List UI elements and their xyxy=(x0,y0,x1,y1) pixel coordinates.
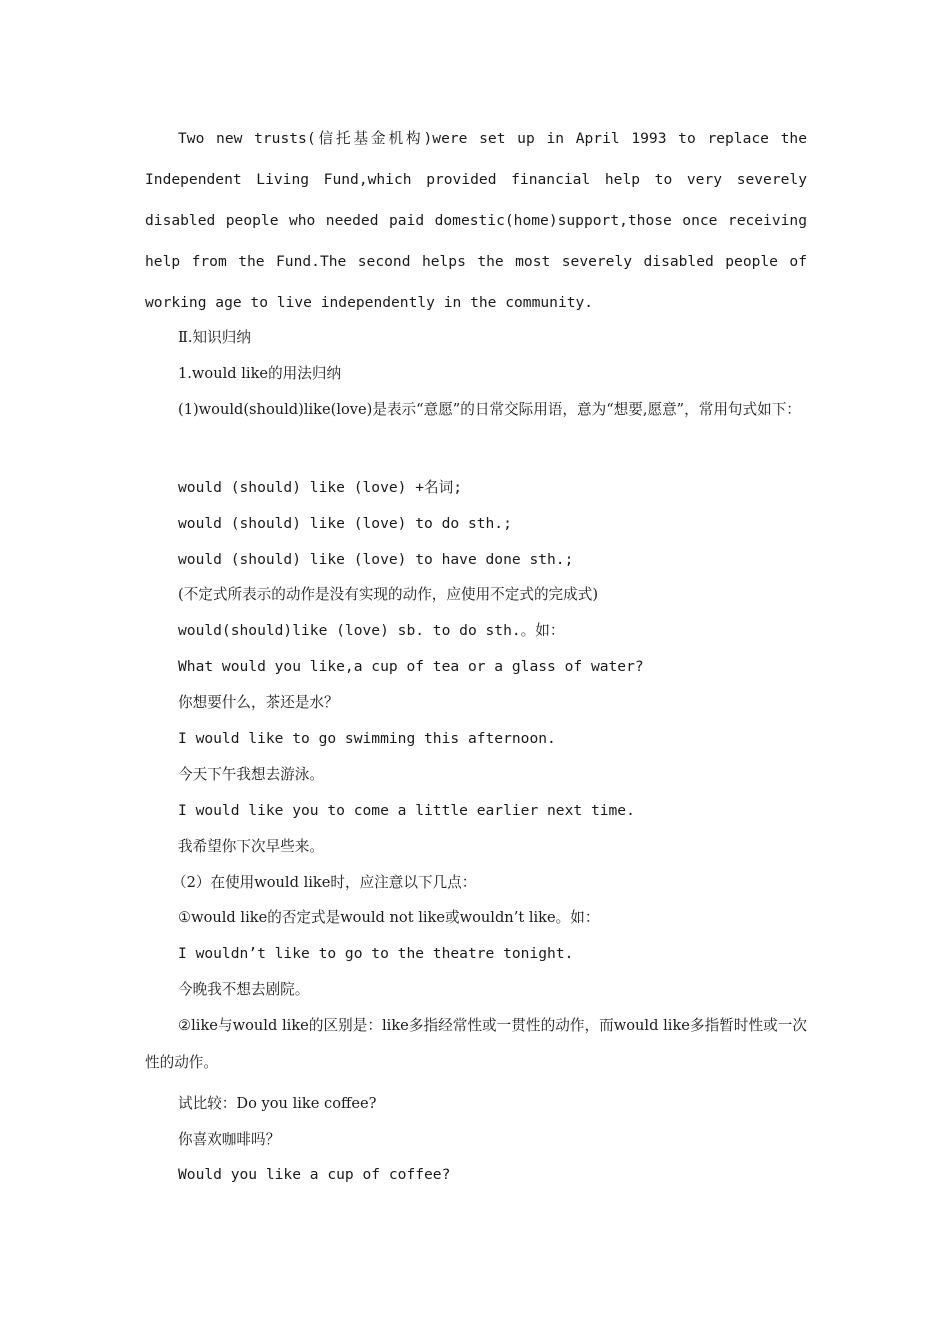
example-translation: 你想要什么，茶还是水？ xyxy=(178,694,339,711)
section-heading: Ⅱ.知识归纳 xyxy=(178,329,251,346)
example-translation: 今晚我不想去剧院。 xyxy=(178,981,310,998)
point-2-title: （2）在使用would like时，应注意以下几点： xyxy=(172,874,477,891)
pattern-line: would (should) like (love) to do sth.; xyxy=(178,515,512,532)
pattern-line: would(should)like (love) sb. to do sth.。如： xyxy=(178,622,565,639)
example-sentence: I would like to go swimming this afternoon. xyxy=(178,730,556,747)
pattern-line: would (should) like (love) to have done sth.; xyxy=(178,551,574,568)
example-translation: 我希望你下次早些来。 xyxy=(178,838,324,855)
note-2: ②like与would like的区别是：like多指经常性或一贯性的动作，而would like多指暂时性或一次性的动作。 xyxy=(145,1017,807,1071)
pattern-note: (不定式所表示的动作是没有实现的动作，应使用不定式的完成式) xyxy=(178,586,599,603)
example-sentence: I wouldn’t like to go to the theatre tonight. xyxy=(178,945,574,962)
comparison-label: 试比较：Do you like coffee? xyxy=(178,1095,377,1112)
example-translation: 你喜欢咖啡吗？ xyxy=(178,1131,281,1148)
intro-paragraph: Two new trusts(信托基金机构)were set up in April 1993 to replace the Independent Living Fund,which provided financial help to very severely disabled people who needed paid domestic(home)support,those once receiving help from the Fund.The second helps the most severely disabled people of working age to live independently in the community. xyxy=(145,130,807,311)
example-sentence: What would you like,a cup of tea or a glass of water? xyxy=(178,658,644,675)
example-translation: 今天下午我想去游泳。 xyxy=(178,766,324,783)
note-1: ①would like的否定式是would not like或wouldn’t like。如： xyxy=(178,909,600,926)
point-1-intro: (1)would(should)like(love)是表示“意愿”的日常交际用语，意为“想要,愿意”，常用句式如下： xyxy=(178,401,801,418)
example-sentence: I would like you to come a little earlier next time. xyxy=(178,802,635,819)
pattern-line: would (should) like (love) +名词; xyxy=(178,479,462,496)
topic-title: 1.would like的用法归纳 xyxy=(178,365,342,382)
example-sentence: Would you like a cup of coffee? xyxy=(178,1166,451,1183)
